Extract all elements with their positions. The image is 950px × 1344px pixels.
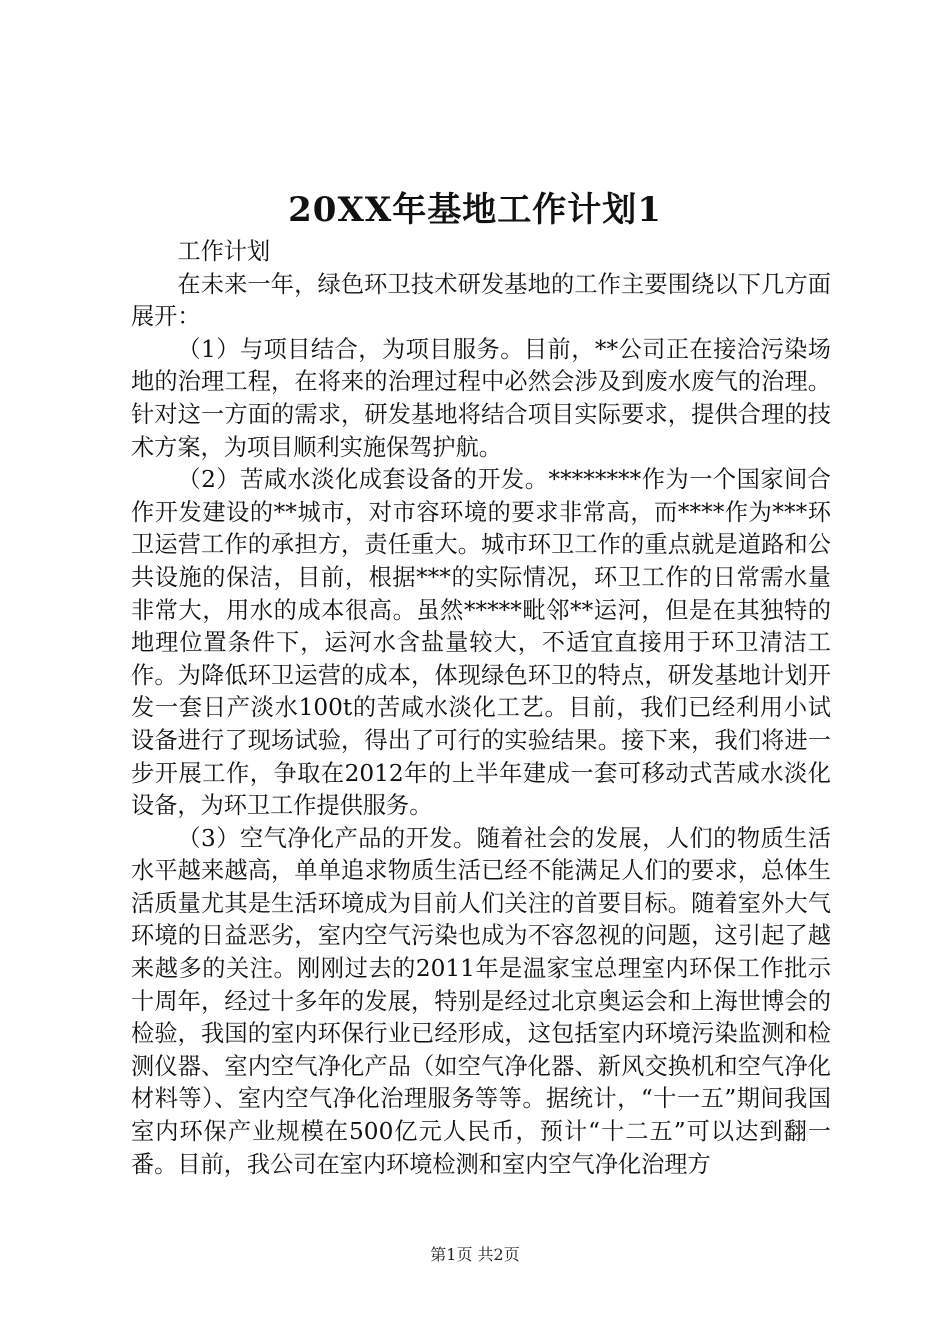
paragraph-item-3: （3）空气净化产品的开发。随着社会的发展，人们的物质生活水平越来越高，单单追求物质生活已经不能满足人们的要求，总体生活质量尤其是生活环境成为目前人们关注的首要目标。随着室外大气环境的日益恶劣，室内空气污染也成为不容忽视的问题，这引起了越来越多的关注。刚刚过去的2011年是温家宝总理室内环保工作批示十周年，经过十多年的发展，特别是经过北京奥运会和上海世博会的检验，我国的室内环保行业已经形成，这包括室内环境污染监测和检测仪器、室内空气净化产品（如空气净化器、新风交换机和空气净化材料等）、室内空气净化治理服务等等。据统计，“十一五”期间我国室内环保产业规模在500亿元人民币，预计“十二五”可以达到翻一番。目前，我公司在室内环境检测和室内空气净化治理方: [131, 824, 831, 1178]
page-title: 20XX年基地工作计划1: [288, 190, 662, 230]
document-body: [131, 236, 831, 1181]
paragraph-intro: 在未来一年，绿色环卫技术研发基地的工作主要围绕以下几方面展开：: [131, 270, 831, 331]
paragraph-item-2: （2）苦咸水淡化成套设备的开发。********作为一个国家间合作开发建设的**城市，对市容环境的要求非常高，而****作为***环卫运营工作的承担方，责任重大。城市环卫工作的重点就是道路和公共设施的保洁，目前，根据***的实际情况，环卫工作的日常需水量非常大，用水的成本很高。虽然*****毗邻**运河，但是在其独特的地理位置条件下，运河水含盐量较大，不适宜直接用于环卫清洁工作。为降低环卫运营的成本，体现绿色环卫的特点，研发基地计划开发一套日产淡水100t的苦咸水淡化工艺。目前，我们已经利用小试设备进行了现场试验，得出了可行的实验结果。接下来，我们将进一步开展工作，争取在2012年的上半年建成一套可移动式苦咸水淡化设备，为环卫工作提供服务。: [131, 466, 831, 820]
paragraph-heading: 工作计划: [177, 238, 271, 265]
page-footer: 第1页 共2页: [430, 1245, 520, 1264]
paragraph-item-1: （1）与项目结合，为项目服务。目前，**公司正在接洽污染场地的治理工程，在将来的治理过程中必然会涉及到废水废气的治理。针对这一方面的需求，研发基地将结合项目实际要求，提供合理的技术方案，为项目顺利实施保驾护航。: [131, 335, 831, 461]
